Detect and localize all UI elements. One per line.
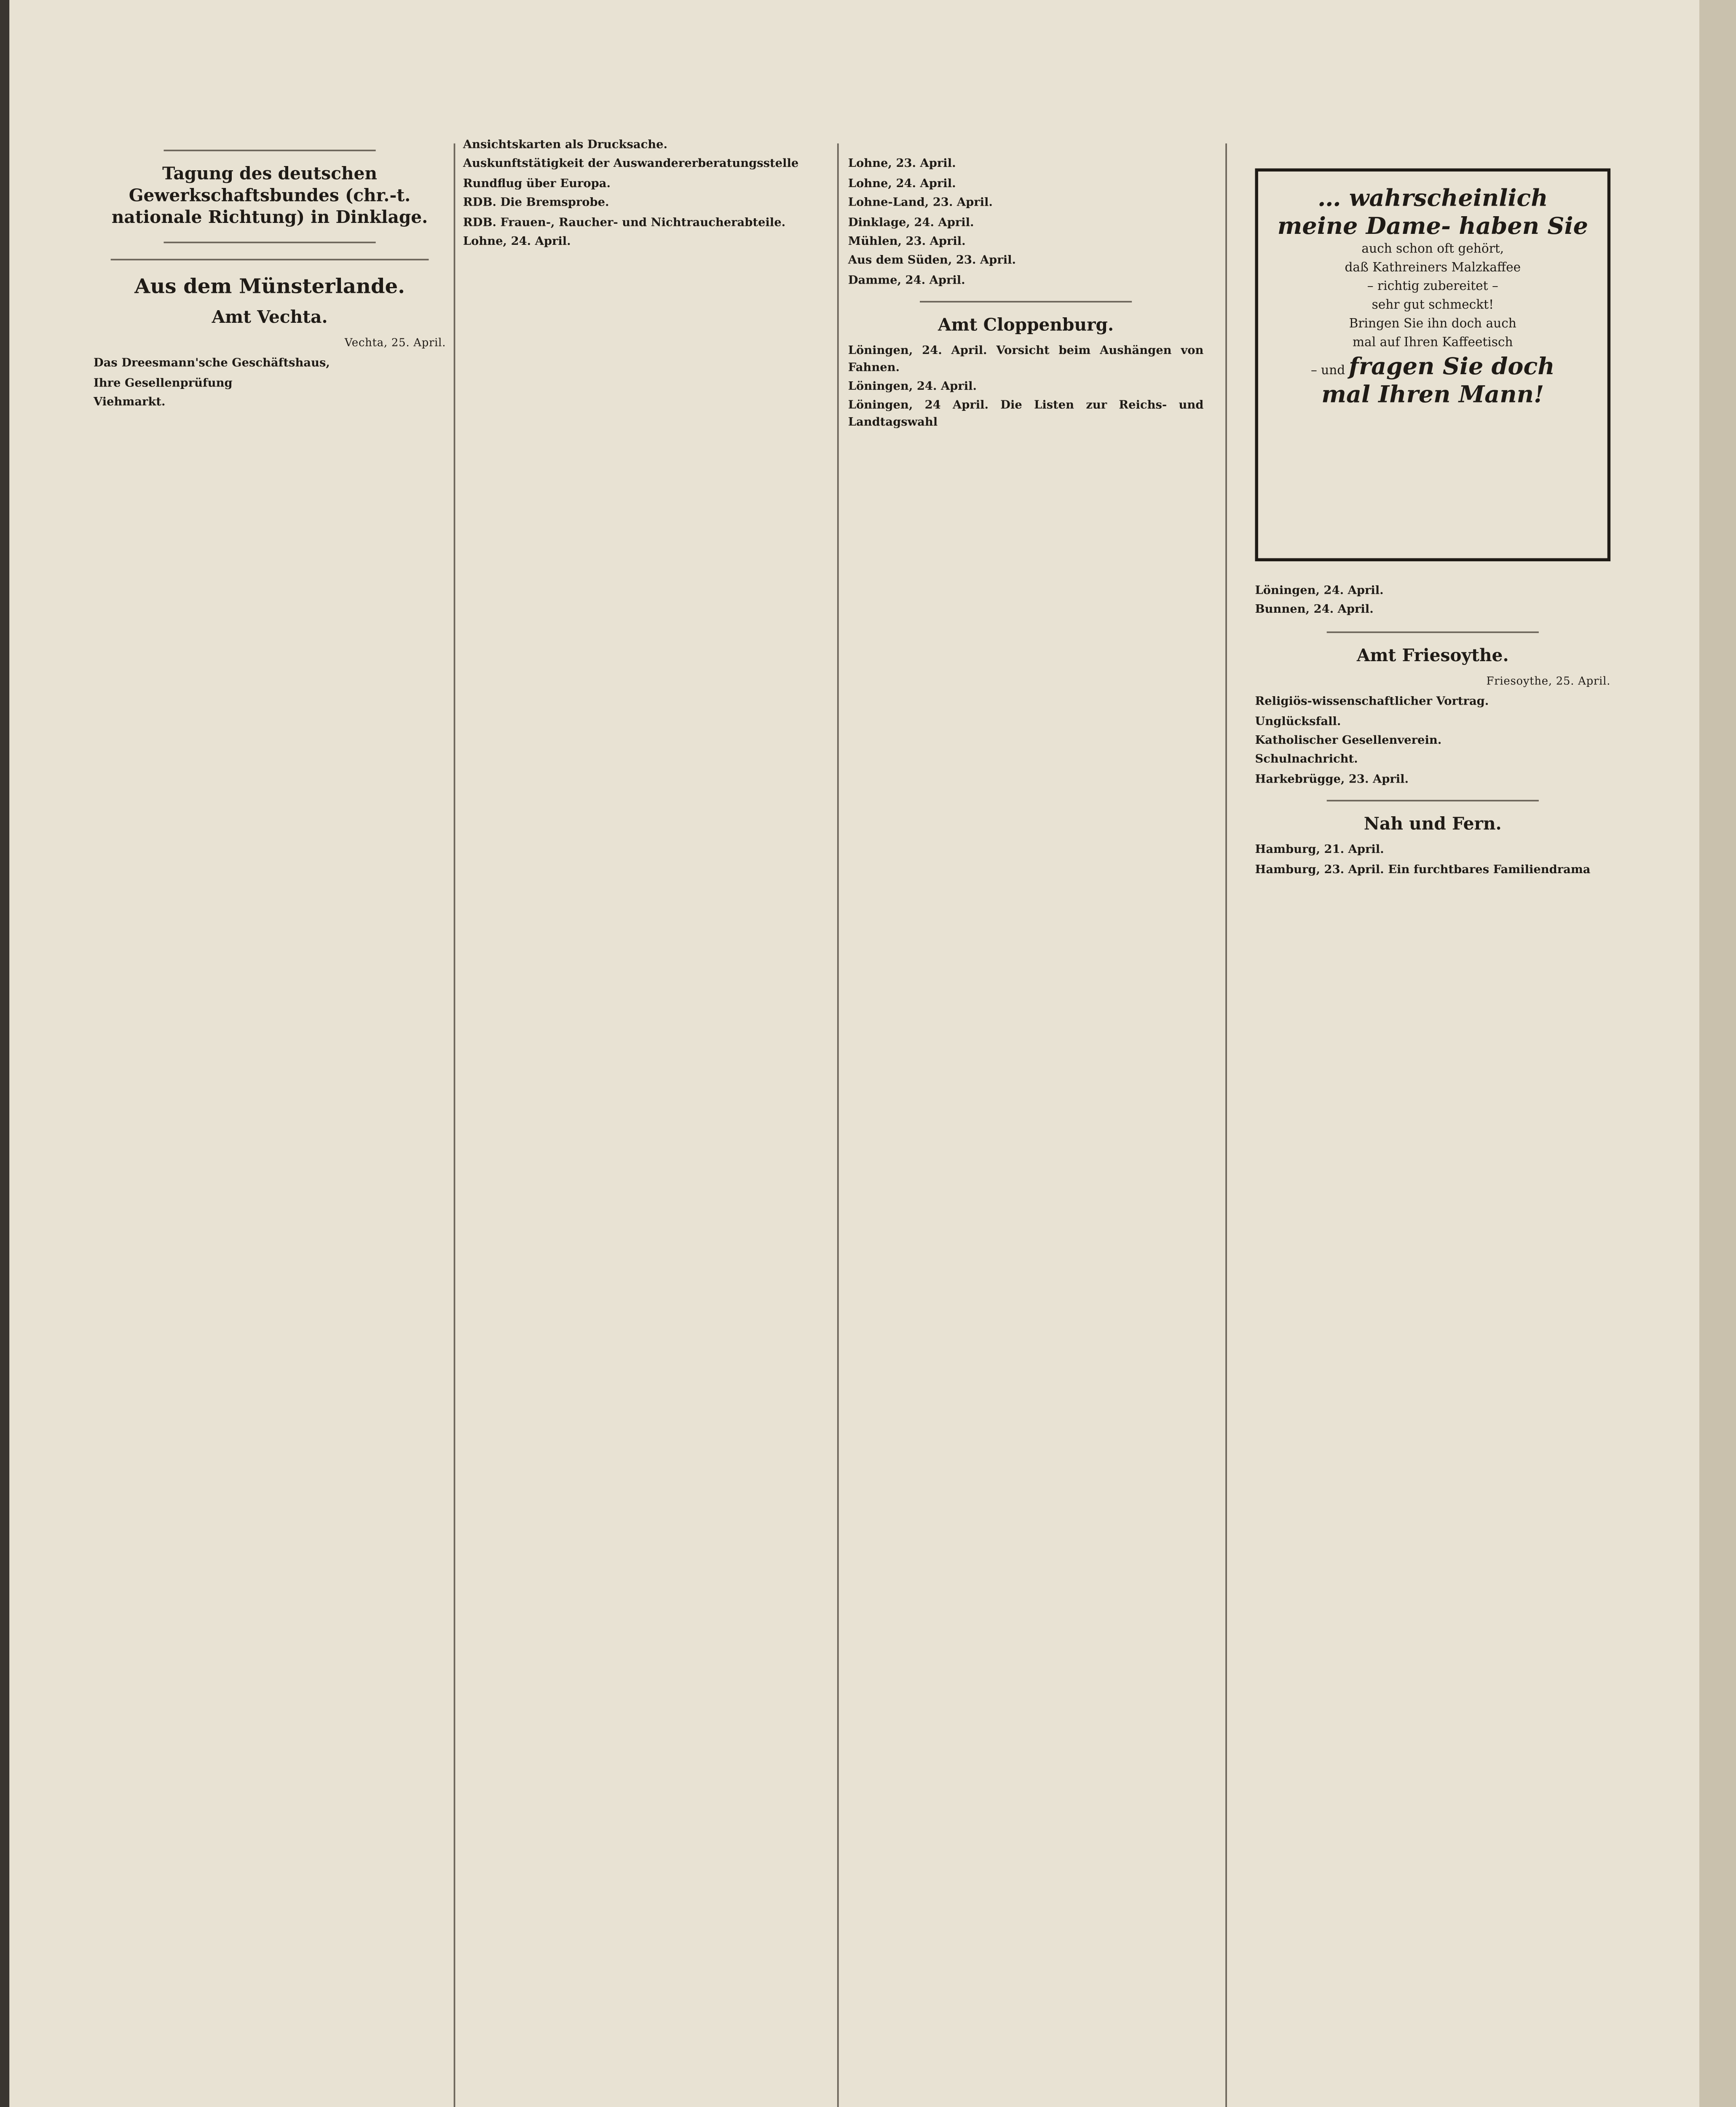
news-item	[848, 379, 1204, 395]
divider	[111, 259, 429, 260]
ad-line-group	[1274, 259, 1592, 277]
ad-line: sehr gut schmeckt!	[1372, 298, 1494, 312]
news-item-head: Hamburg, 23. April. Ein furchtbares Familiendrama	[1255, 861, 1591, 876]
news-item	[463, 137, 825, 154]
news-item-head: Lohne-Land, 23. April.	[848, 195, 993, 209]
ad-line: – und	[1310, 363, 1345, 378]
news-item-head: Viehmarkt.	[94, 394, 166, 409]
ad-line: mal Ihren Mann!	[1321, 380, 1544, 409]
dateline: Vechta, 25. April.	[344, 337, 446, 349]
kathreiner-advertisement	[1255, 169, 1611, 561]
ad-line: – richtig zubereitet –	[1367, 279, 1498, 293]
column-rule-1	[454, 143, 455, 2107]
news-item	[94, 356, 446, 373]
divider	[1326, 800, 1539, 802]
divider	[919, 301, 1132, 303]
news-item	[848, 157, 1204, 173]
news-item-head: Das Dreesmann'sche Geschäftshaus,	[94, 356, 330, 370]
news-item	[463, 214, 825, 231]
ad-line: auch schon oft gehört,	[1361, 241, 1504, 256]
news-item-head: Bunnen, 24. April.	[1255, 602, 1374, 617]
news-item-head: Katholischer Gesellenverein.	[1255, 733, 1442, 747]
divider	[164, 242, 375, 244]
news-item-head: Dinklage, 24. April.	[848, 214, 974, 229]
news-item-head: Mühlen, 23. April.	[848, 234, 966, 248]
column-rule-2	[837, 143, 839, 2107]
news-item-head: Lohne, 24. April.	[463, 234, 571, 248]
section-headline: Nah und Fern.	[1364, 814, 1502, 835]
news-item-head: Lohne, 23. April.	[848, 156, 956, 171]
news-item-head: Auskunftstätigkeit der Auswandererberatungsstelle	[463, 156, 799, 171]
news-item	[463, 195, 825, 212]
page-right-edge	[1699, 0, 1736, 2107]
section-subheadline: Amt Friesoythe.	[1356, 645, 1509, 666]
column-rule-3	[1225, 143, 1227, 2107]
news-item-head: Unglücksfall.	[1255, 713, 1341, 728]
news-item	[1255, 583, 1611, 600]
news-item	[848, 176, 1204, 192]
ad-line: … wahrscheinlich	[1317, 184, 1548, 212]
news-item-head: Löningen, 24 April. Die Listen zur Reichs- und Landtagswahl	[848, 398, 1204, 429]
news-item	[1255, 603, 1611, 619]
ad-line: Kathreiners Malzkaffee	[1372, 260, 1521, 275]
news-item	[848, 195, 1204, 212]
news-item-head: Löningen, 24. April.	[1255, 583, 1384, 598]
ad-line: meine Dame	[1277, 212, 1441, 240]
ad-line: daß	[1345, 260, 1369, 275]
news-item-head: Damme, 24. April.	[848, 272, 965, 287]
ad-line: - haben Sie	[1441, 212, 1588, 240]
news-item-head: Ansichtskarten als Drucksache.	[463, 137, 668, 151]
news-item-head: Hamburg, 21. April.	[1255, 842, 1384, 857]
news-item-head: Harkebrügge, 23. April.	[1255, 771, 1409, 786]
news-item-head: Religiös-wissenschaftlicher Vortrag.	[1255, 694, 1489, 708]
news-item	[94, 395, 446, 411]
news-item	[848, 253, 1204, 270]
news-item	[1255, 694, 1611, 710]
news-item-head: RDB. Frauen-, Raucher- und Nichtraucherabteile.	[463, 214, 786, 229]
news-item	[848, 343, 1204, 376]
column-4	[1255, 137, 1611, 2107]
article-headline: Tagung des deutschen Gewerkschaftsbundes (chr.-t. nationale Richtung) in Dinklage.	[111, 164, 428, 228]
news-item	[1255, 733, 1611, 749]
news-item-head: Aus dem Süden, 23. April.	[848, 253, 1016, 268]
news-item	[1255, 772, 1611, 788]
column-3	[848, 137, 1204, 2107]
news-item-head: Schulnachricht.	[1255, 752, 1358, 767]
news-item-head: Löningen, 24. April. Vorsicht beim Aushängen von Fahnen.	[848, 343, 1204, 374]
news-item-head: Ihre Gesellenprüfung	[94, 375, 233, 390]
ad-line: fragen Sie doch	[1348, 352, 1555, 381]
column-1	[94, 137, 446, 2107]
news-item	[848, 398, 1204, 431]
news-item-head: Lohne, 24. April.	[848, 176, 956, 190]
news-item	[848, 273, 1204, 289]
ad-line-group	[1274, 212, 1592, 240]
news-item	[463, 176, 825, 192]
news-item-head: Rundflug über Europa.	[463, 176, 611, 190]
news-item	[848, 214, 1204, 231]
news-item-head: Löningen, 24. April.	[848, 379, 977, 393]
ad-line-group	[1274, 352, 1592, 381]
news-item	[1255, 842, 1611, 859]
news-item-head: RDB. Die Bremsprobe.	[463, 195, 609, 209]
divider	[164, 150, 375, 151]
news-item	[463, 234, 825, 250]
news-item	[848, 234, 1204, 250]
divider	[1326, 631, 1539, 633]
ad-line: Bringen Sie ihn doch auch	[1349, 316, 1516, 331]
news-item	[848, 137, 1204, 154]
news-item	[1255, 713, 1611, 730]
ad-line: mal auf Ihren Kaffeetisch	[1352, 335, 1513, 349]
page-binding-edge	[0, 0, 9, 2107]
news-item	[1255, 752, 1611, 769]
news-item	[463, 157, 825, 173]
news-item	[94, 375, 446, 392]
section-headline: Aus dem Münsterlande.	[134, 276, 405, 300]
column-2	[463, 137, 825, 2107]
section-subheadline: Amt Vechta.	[212, 307, 328, 327]
section-subheadline: Amt Cloppenburg.	[938, 315, 1114, 336]
news-item	[1255, 862, 1611, 878]
dateline: Friesoythe, 25. April.	[1486, 675, 1611, 688]
